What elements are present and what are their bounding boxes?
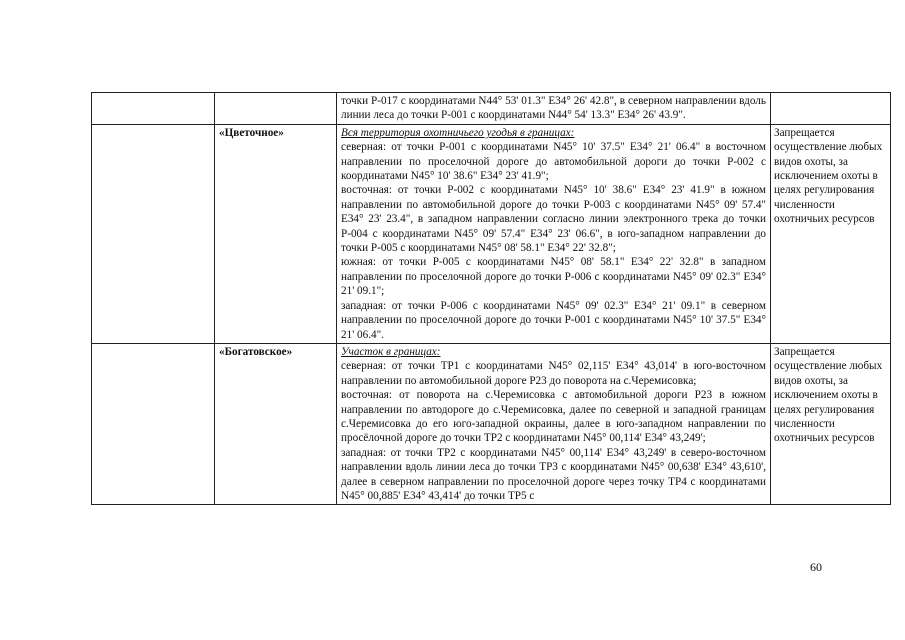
empty-cell <box>92 93 215 125</box>
boundary-north: северная: от точки ТР1 с координатами N45° 02,115' E34° 43,014' в юго-восточном направлении по автомобильной дороге Р23 до поворота на с.Черемисовка; <box>341 360 766 387</box>
table-row <box>92 124 891 343</box>
restriction-cell <box>771 93 891 125</box>
ground-name-cell <box>215 93 337 125</box>
boundary-west: западная: от точки ТР2 с координатами N45° 00,114' E34° 43,249' в северо-восточном направлении вдоль линии леса до точки ТР3 с координатами N45° 00,638' E34° 43,610', далее в северном направлении по проселочной дороге через точку ТР4 с координатами N45° 00,885' E34° 43,414' до точки ТР5 с <box>341 446 766 502</box>
empty-cell <box>92 343 215 504</box>
boundary-west: западная: от точки Р-006 с координатами N45° 09' 02.3" E34° 21' 09.1" в северном направлении по проселочной дороге до точки Р-001 с координатами N45° 10' 37.5" E34° 21' 06.4". <box>341 299 766 341</box>
boundary-east: восточная: от точки Р-002 с координатами N45° 10' 38.6" E34° 23' 41.9" в южном направлении по автомобильной дороге до точки Р-003 с координатами N45° 09' 57.4" E34° 23' 23.4", в западном направлении согласно линии электронного трека до точки Р-004 с координатами N45° 09' 57.4" E34° 23' 06.6", в юго-западном направлении до точки Р-005 с координатами N45° 08' 58.1" E34° 22' 32.8"; <box>341 184 766 255</box>
empty-cell <box>92 124 215 343</box>
ground-name-cell: «Богатовское» <box>215 343 337 504</box>
boundary-description-cell <box>337 124 771 343</box>
boundary-description-cell <box>337 343 771 504</box>
boundary-north: северная: от точки Р-001 с координатами N45° 10' 37.5" E34° 21' 06.4" в восточном направлении по проселочной дороге до автомобильной дороги до точки Р-002 с координатами N45° 10' 38.6" E34° 23' 41.9"; <box>341 141 766 183</box>
restriction-cell: Запрещается осуществление любых видов охоты, за исключением охоты в целях регулирования численности охотничьих ресурсов <box>771 343 891 504</box>
ground-name-cell: «Цветочное» <box>215 124 337 343</box>
table-row <box>92 93 891 125</box>
restriction-cell: Запрещается осуществление любых видов охоты, за исключением охоты в целях регулирования численности охотничьих ресурсов <box>771 124 891 343</box>
boundary-description-cell <box>337 93 771 125</box>
boundary-east: восточная: от поворота на с.Черемисовка с автомобильной дороги Р23 в южном направлении по автодороге до с.Черемисовка, далее по северной и западной границам с.Черемисовка до его юго-западной окраины, далее в юго-западном направлении по просёлочной дороге до точки ТР2 с координатами N45° 00,114' E34° 43,249'; <box>341 389 766 445</box>
hunting-grounds-table <box>91 92 891 505</box>
table-row <box>92 343 891 504</box>
page-number: 60 <box>810 560 822 574</box>
boundary-heading: Вся территория охотничьего угодья в границах: <box>341 126 575 139</box>
boundary-line: точки Р-017 с координатами N44° 53' 01.3" E34° 26' 42.8", в северном направлении вдоль линии леса до точки Р-001 с координатами N44° 54' 13.3" E34° 26' 43.9". <box>341 95 766 122</box>
boundary-south: южная: от точки Р-005 с координатами N45° 08' 58.1" E34° 22' 32.8" в западном направлении по проселочной дороге до точки Р-006 с координатами N45° 09' 02.3" E34° 21' 09.1"; <box>341 256 766 298</box>
boundary-heading: Участок в границах: <box>341 345 441 358</box>
